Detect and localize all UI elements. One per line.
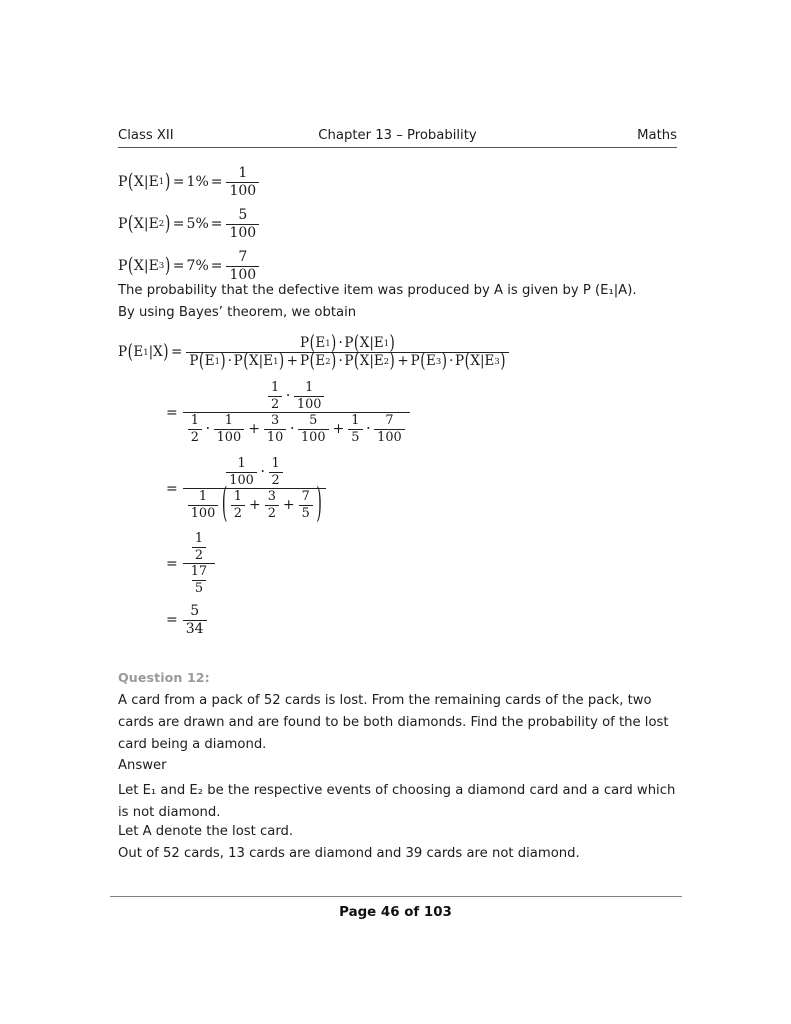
step1-num-f2-num: 1: [305, 380, 314, 395]
step1-den-t3-b: $\frac{7}{100}$: [374, 414, 405, 444]
step2-open-paren: (: [221, 480, 228, 528]
eq1-percent: 1%: [186, 174, 209, 191]
step3-numerator: [187, 532, 211, 563]
step1-plus-2: +: [332, 420, 345, 437]
eq2-fraction: [226, 208, 259, 240]
footer-divider: [110, 896, 682, 897]
step2-outer-fraction: [183, 456, 327, 528]
eq1-denominator: 100: [226, 182, 259, 199]
header-class-label: Class XII: [118, 128, 174, 143]
header-divider: [118, 147, 677, 148]
step1-den-t2-b: $\frac{5}{100}$: [298, 414, 329, 444]
step2-group-frac-3: $\frac{7}{5}$: [299, 490, 313, 520]
eq1-function: P: [118, 174, 128, 191]
header-subject-label: Maths: [637, 128, 677, 143]
step1-den-t2-a: $\frac{3}{10}$: [264, 414, 286, 444]
step1-num-frac-1: [268, 381, 282, 411]
step3-den-frac: $\frac{17}{5}$: [190, 564, 208, 596]
final-answer-fraction: [183, 604, 207, 636]
step1-num-f2-den: 100: [294, 396, 325, 412]
equation-final-answer: = $\frac{5}{34}$: [166, 604, 209, 636]
answer-line-1: Let E₁ and E₂ be the respective events of choosing a diamond card and a card which is not diamond.: [118, 783, 676, 820]
step2-num-frac-2: $\frac{1}{2}$: [269, 457, 283, 487]
bayes-intro-text: The probability that the defective item was produced by A is given by P (E₁|A).: [118, 283, 637, 298]
step2-group-frac-2: $\frac{3}{2}$: [265, 490, 279, 520]
equation-conditional-prob-1: P ( X|E 1 ) = 1% = $\frac{1}{100}$: [118, 166, 261, 198]
eq2-subscript: 2: [158, 219, 165, 230]
eq3-fraction: [226, 250, 259, 282]
bayes-lhs-event: E: [133, 344, 144, 361]
eq1-numerator: 1: [238, 165, 248, 181]
question-12-text: A card from a pack of 52 cards is lost. From the remaining cards of the pack, two cards are drawn and are found to be both diamonds. Find the probability of the lost card being a diamond.: [118, 693, 669, 752]
eq1-fraction: [226, 166, 259, 198]
step2-den-outer-frac: $\frac{1}{100}$: [188, 490, 219, 520]
bayes-main-fraction: [186, 331, 509, 373]
answer-label: Answer: [118, 758, 167, 773]
eq3-numerator: 7: [238, 249, 248, 265]
eq3-function: P: [118, 258, 128, 275]
step1-denominator: $\frac{1}{2}$ · $\frac{1}{100}$ + $\frac{3}{10}$ · $\frac{5}{100}$ + $\frac{1}{5}$ · $\frac{7}{100}$: [183, 412, 410, 444]
eq3-subscript: 3: [158, 261, 165, 272]
equation-conditional-prob-2: P ( X|E 2 ) = 5% = $\frac{5}{100}$: [118, 208, 261, 240]
step2-numerator: $\frac{1}{100}$ · $\frac{1}{2}$: [221, 457, 287, 488]
bayes-denominator: P ( E 1 ) · P ( X|E 1 ) + P ( E 2 ) · P ( X|E 2 ) + P ( E 3 ) · P ( X|E 3 ): [186, 352, 509, 369]
page-header: [118, 128, 677, 148]
eq2-denominator: 100: [226, 224, 259, 241]
bayes-theorem-text: By using Bayes’ theorem, we obtain: [118, 305, 357, 320]
bayes-numerator: P ( E 1 ) · P ( X|E 1 ): [299, 331, 395, 355]
step1-numerator: $\frac{1}{2}$ · $\frac{1}{100}$: [263, 381, 329, 412]
equation-bayes-formula: P ( E 1 |X ) = P ( E 1 ) · P ( X|E 1 ) P ( E 1 ) · P ( X|E 1 ) + P ( E 2 ) · P ( X|E 2 ) + P ( E 3 ) · P ( X|E 3 ): [118, 336, 511, 369]
equation-conditional-prob-3: P ( X|E 3 ) = 7% = $\frac{7}{100}$: [118, 250, 261, 282]
step1-den-t1-b: $\frac{1}{100}$: [214, 414, 245, 444]
step2-close-paren: ): [316, 480, 322, 528]
eq1-argument: X|E: [133, 174, 159, 191]
step1-den-t1-a: $\frac{1}{2}$: [188, 414, 202, 444]
eq2-numerator: 5: [238, 207, 248, 223]
step2-plus-1: +: [248, 496, 261, 513]
equation-step-factored: = $\frac{1}{100}$ · $\frac{1}{2}$ $\frac{1}{100}$ ( $\frac{1}{2}$ + $\frac{3}{2}$ + $\frac{7}{5}$ ): [166, 457, 328, 520]
step3-denominator: [183, 563, 215, 595]
answer-line-2: Let A denote the lost card.: [118, 824, 294, 839]
final-answer-numerator: 5: [190, 603, 200, 619]
step1-outer-fraction: [183, 381, 410, 444]
eq3-denominator: 100: [226, 266, 259, 283]
step1-num-f1-num: 1: [271, 380, 280, 395]
eq2-percent: 5%: [186, 216, 209, 233]
bayes-lhs-function: P: [118, 344, 128, 361]
bayes-lhs-tail: |X: [148, 344, 163, 361]
equation-step-simplified: = $\frac{\frac{1}{2}}{\frac{17}{5}}$: [166, 532, 217, 595]
step3-outer-fraction: [183, 532, 215, 595]
step1-den-t3-a: $\frac{1}{5}$: [348, 414, 362, 444]
header-chapter-title: Chapter 13 – Probability: [318, 128, 477, 143]
bayes-lhs-subscript: 1: [143, 347, 149, 358]
step2-group-frac-1: $\frac{1}{2}$: [231, 490, 245, 520]
step3-num-frac: $\frac{1}{2}$: [192, 532, 206, 562]
step1-num-f1-den: 2: [268, 396, 282, 412]
eq1-subscript: 1: [158, 177, 165, 188]
step1-num-frac-2: [294, 381, 325, 411]
eq3-argument: X|E: [133, 258, 159, 275]
header-row: [118, 128, 677, 147]
answer-line-3: Out of 52 cards, 13 cards are diamond and 39 cards are not diamond.: [118, 846, 580, 861]
eq2-argument: X|E: [133, 216, 159, 233]
eq3-percent: 7%: [186, 258, 209, 275]
step2-plus-2: +: [282, 496, 295, 513]
step2-num-frac-1: $\frac{1}{100}$: [226, 457, 257, 487]
final-answer-denominator: 34: [183, 620, 207, 637]
equation-step-substituted: = $\frac{1}{2}$ · $\frac{1}{100}$ $\frac{1}{2}$ · $\frac{1}{100}$ + $\frac{3}{10}$ · $\frac{5}{100}$ + $\frac{1}{5}$ · $\frac{7}{100}$: [166, 381, 412, 444]
eq2-function: P: [118, 216, 128, 233]
step1-plus-1: +: [248, 420, 260, 437]
footer-page-number: Page 46 of 103: [339, 905, 452, 920]
question-12-label: Question 12:: [118, 670, 210, 685]
